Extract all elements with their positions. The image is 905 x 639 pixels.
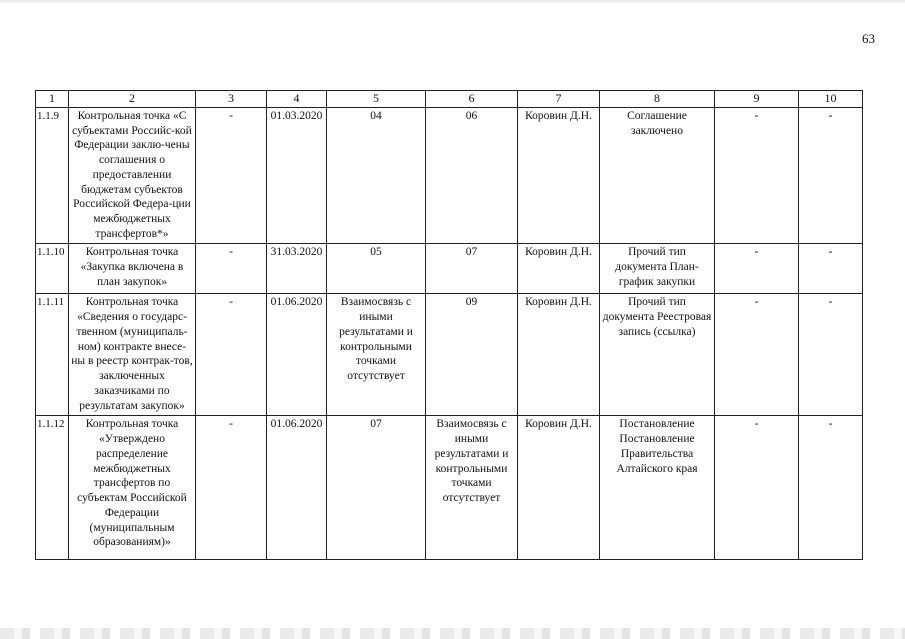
document-cell: Соглашение заключено <box>600 108 715 244</box>
table-cell: Взаимосвязь с иными результатами и контрольными точками отсутствует <box>426 416 518 560</box>
table-cell: Взаимосвязь с иными результатами и контрольными точками отсутствует <box>327 294 426 416</box>
column-header: 10 <box>799 91 863 108</box>
table-cell: - <box>715 244 799 294</box>
table-cell: - <box>196 244 267 294</box>
responsible-cell: Коровин Д.Н. <box>518 244 600 294</box>
table-cell: - <box>799 108 863 244</box>
page-number: 63 <box>862 31 875 46</box>
column-header: 7 <box>518 91 600 108</box>
column-header: 6 <box>426 91 518 108</box>
table-row <box>36 108 863 244</box>
date-cell: 31.03.2020 <box>267 244 327 294</box>
control-point-description: Контрольная точка «С субъектами Российс-кой Федерации заклю-чены соглашения о предоставлении бюджетам субъектов Российской Федера-ции межбюджетных трансфертов*» <box>69 108 196 244</box>
control-point-description: Контрольная точка «Сведения о государс-твенном (муниципаль-ном) контракте внесе-ны в реестр контрак-тов, заключенных заказчиками по результатам закупок» <box>69 294 196 416</box>
table-cell: 07 <box>327 416 426 560</box>
date-cell: 01.06.2020 <box>267 416 327 560</box>
column-header: 1 <box>36 91 69 108</box>
table-header-row <box>36 91 863 108</box>
row-number: 1.1.11 <box>36 294 69 416</box>
column-header: 2 <box>69 91 196 108</box>
document-cell: Прочий тип документа План-график закупки <box>600 244 715 294</box>
table-row <box>36 244 863 294</box>
date-cell: 01.06.2020 <box>267 294 327 416</box>
table-cell: - <box>799 416 863 560</box>
column-header: 8 <box>600 91 715 108</box>
control-point-description: Контрольная точка «Закупка включена в план закупок» <box>69 244 196 294</box>
scan-edge-top <box>0 0 905 4</box>
column-header: 3 <box>196 91 267 108</box>
date-cell: 01.03.2020 <box>267 108 327 244</box>
table-cell: 05 <box>327 244 426 294</box>
document-cell: Прочий тип документа Реестровая запись (ссылка) <box>600 294 715 416</box>
document-cell: Постановление Постановление Правительства Алтайского края <box>600 416 715 560</box>
column-header: 9 <box>715 91 799 108</box>
table-cell: 09 <box>426 294 518 416</box>
table-cell: - <box>715 108 799 244</box>
responsible-cell: Коровин Д.Н. <box>518 294 600 416</box>
responsible-cell: Коровин Д.Н. <box>518 108 600 244</box>
column-header: 5 <box>327 91 426 108</box>
table-cell: - <box>196 294 267 416</box>
column-header: 4 <box>267 91 327 108</box>
scan-edge-bottom <box>0 628 905 639</box>
row-number: 1.1.9 <box>36 108 69 244</box>
table-cell: 06 <box>426 108 518 244</box>
table-cell: - <box>196 416 267 560</box>
control-points-table <box>35 90 863 560</box>
responsible-cell: Коровин Д.Н. <box>518 416 600 560</box>
table-row <box>36 294 863 416</box>
table-row <box>36 416 863 560</box>
control-point-description: Контрольная точка «Утверждено распределение межбюджетных трансфертов по субъектам Российской Федерации (муниципальным образованиям)» <box>69 416 196 560</box>
row-number: 1.1.10 <box>36 244 69 294</box>
row-number: 1.1.12 <box>36 416 69 560</box>
table-cell: - <box>715 294 799 416</box>
table-cell: - <box>715 416 799 560</box>
table-cell: - <box>799 294 863 416</box>
table-cell: 07 <box>426 244 518 294</box>
table-cell: - <box>196 108 267 244</box>
table-cell: - <box>799 244 863 294</box>
table-cell: 04 <box>327 108 426 244</box>
